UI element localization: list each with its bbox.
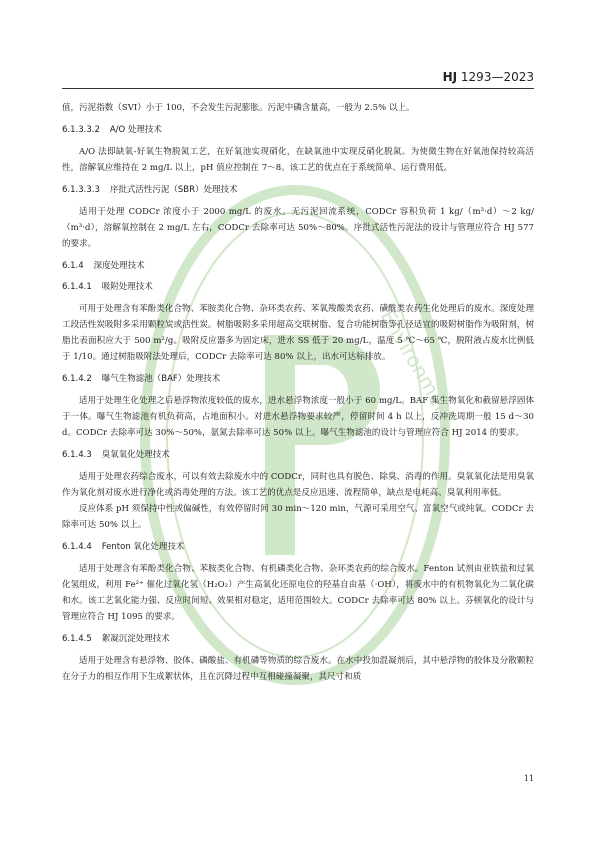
section-heading (62, 123, 534, 137)
paragraph: 值，污泥指数（SVI）小于 100，不会发生污泥膨胀。污泥中磷含量高，一般为 2.5% 以上。 (62, 103, 415, 113)
section-number: 6.1.3.3.3 (62, 185, 100, 195)
section-title: 曝气生物滤池（BAF）处理技术 (101, 374, 221, 384)
paragraph: 适用于处理含有苯酚类化合物、苯胺类化合物、有机磷类化合物、杂环类农药的综合废水。Fenton 试剂由亚铁盐和过氧化氢组成，利用 Fe²⁺ 催化过氧化氢（H₂O₂）产生高氧化还原电位的羟基自由基（·OH），将废水中的有机物氧化为二氧化碳和水。该工艺氧化能力强、反应时间短、效果相对稳定，适用范围较大。CODCr 去除率可达 80% 以上。芬顿氧化的设计与管理应符合 HJ 1095 的要求。 (62, 564, 534, 622)
standard-code (443, 70, 534, 84)
section-title: Fenton 氧化处理技术 (101, 542, 185, 552)
paragraph: 适用于处理 CODCr 浓度小于 2000 mg/L 的废水。无污泥回流系统，CODCr 容积负荷 1 kg/（m³·d）～2 kg/（m³·d），溶解氧控制在 2 mg/L 左右，CODCr 去除率可达 50%～80%。序批式活性污泥法的设计与管理应符合 HJ 577 的要求。 (62, 207, 534, 249)
section-heading (62, 540, 534, 554)
page-number: 11 (523, 774, 534, 783)
section-heading (62, 372, 534, 386)
section-number: 6.1.4.4 (62, 542, 92, 552)
section-title: 序批式活性污泥（SBR）处理技术 (109, 185, 238, 195)
section-title: 臭氧氧化处理技术 (101, 450, 170, 460)
paragraph: 适用于处理含有悬浮物、胶体、磷酸盐、有机磷等物质的综合废水。在水中投加混凝剂后，其中悬浮物的胶体及分散颗粒在分子力的相互作用下生成絮状体，且在沉降过程中互相碰撞凝聚，其尺寸和质 (62, 656, 534, 682)
paragraph: 可用于处理含有苯酚类化合物、苯胺类化合物、杂环类农药、苯氧羧酸类农药、磺酰类农药生化处理后的废水。深度处理工段活性炭吸附多采用颗粒炭或活性炭。树脂吸附多采用超高交联树脂、复合功能树脂等孔径适宜的吸附树脂作为吸附剂，树脂比表面积应大于 500 m²/g。吸附反应器多为固定床，进水 SS 低于 20 mg/L，温度 5 ℃～65 ℃，脱附液占废水比例低于 1/10。通过树脂吸附法处理后，CODCr 去除率可达 80% 以上，出水可达标排放。 (62, 304, 534, 362)
section-heading (62, 259, 534, 273)
section-title: 深度处理技术 (93, 261, 145, 271)
standard-code-number: 1293—2023 (457, 70, 534, 84)
paragraph: 适用于处理生化处理之后悬浮物浓度较低的废水，进水悬浮物浓度一般小于 60 mg/L。BAF 集生物氧化和截留悬浮固体于一体。曝气生物滤池有机负荷高，占地面积小。对进水悬浮物要求较严，停留时间 4 h 以上，反冲洗周期一般 15 d～30 d。CODCr 去除率可达 30%～50%，氨氮去除率可达 50% 以上。曝气生物滤池的设计与管理应符合 HJ 2014 的要求。 (62, 396, 534, 438)
section-number: 6.1.3.3.2 (62, 125, 100, 135)
section-number: 6.1.4 (62, 261, 84, 271)
watermark-text: Environment (375, 305, 460, 429)
paragraph: 适用于处理农药综合废水，可以有效去除废水中的 CODCr，同时也具有脱色、除臭、消毒的作用。臭氧氧化法是用臭氧作为氧化剂对废水进行净化或消毒处理的方法。该工艺的优点是反应迅速、流程简单，缺点是电耗高、臭氧利用率低。 (62, 472, 534, 498)
section-number: 6.1.4.1 (62, 282, 92, 292)
paragraph: A/O 法即缺氧-好氧生物脱氮工艺，在好氧池实现硝化，在缺氧池中实现反硝化脱氮。为使微生物在好氧池保持较高活性，溶解氧应维持在 2 mg/L 以上，pH 值应控制在 7～8。该工艺的优点在于系统简单、运行费用低。 (62, 147, 534, 173)
section-heading (62, 183, 534, 197)
section-heading (62, 280, 534, 294)
section-title: 絮凝沉淀处理技术 (101, 634, 170, 644)
paragraph: 反应体系 pH 须保持中性或偏碱性，有效停留时间 30 min～120 min，气源可采用空气、富氧空气或纯氧。CODCr 去除率可达 50% 以上。 (62, 504, 534, 530)
section-heading (62, 448, 534, 462)
section-number: 6.1.4.5 (62, 634, 92, 644)
section-number: 6.1.4.2 (62, 374, 92, 384)
section-heading (62, 632, 534, 646)
section-title: A/O 处理技术 (109, 125, 162, 135)
section-number: 6.1.4.3 (62, 450, 92, 460)
document-body (62, 100, 534, 685)
section-title: 吸附处理技术 (101, 282, 153, 292)
standard-code-prefix: HJ (442, 70, 458, 84)
header-rule (62, 88, 534, 89)
